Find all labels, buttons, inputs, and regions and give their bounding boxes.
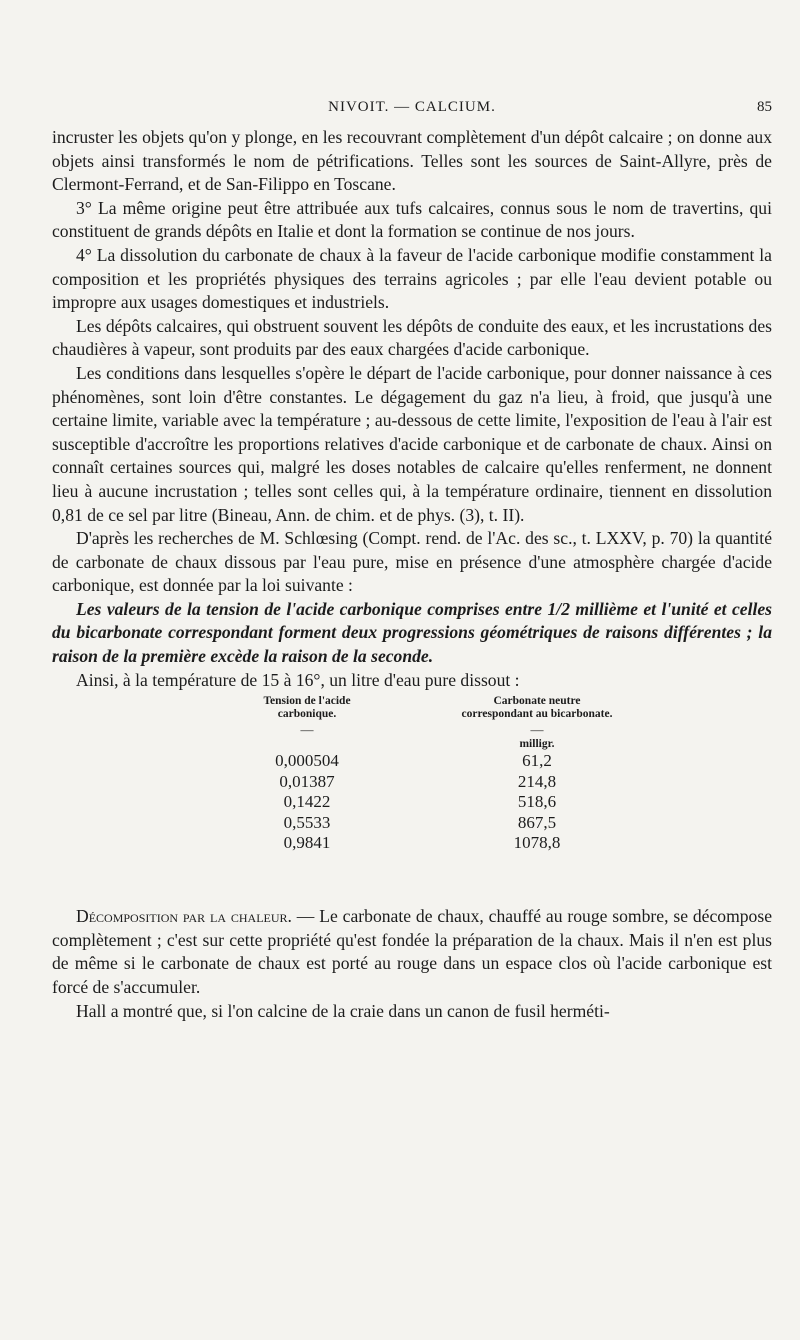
table-cell: 61,2 [522,751,552,771]
paragraph-travertins: 3° La même origine peut être attribuée aux tufs calcaires, connus sous le nom de travertins, qui constituent de grands dépôts en Italie et dont la formation se continue de nos jours. [52,197,772,242]
column-header-carbonate: Carbonate neutre correspondant au bicarbonate. [461,695,613,721]
page-body [52,126,772,1023]
paragraph-hall: Hall a montré que, si l'on calcine de la craie dans un canon de fusil herméti- [76,1000,610,1021]
table-cell: 867,5 [517,812,557,832]
table-column-carbonate [437,695,637,854]
column-dash: — [300,722,314,738]
paragraph-deposits: Les dépôts calcaires, qui obstruent souvent les dépôts de conduite des eaux, et les incrustations des chaudières à vapeur, sont produits par des eaux chargées d'acide carbonique. [52,315,772,360]
paragraph-schloesing: D'après les recherches de M. Schlœsing (Compt. rend. de l'Ac. des sc., t. LXXV, p. 70) la quantité de carbonate de chaux dissous par l'eau pure, mise en présence d'une atmosphère chargée d'acide carbonique, est donnée par la loi suivante : [52,528,772,596]
column-header-tension: Tension de l'acide carbonique. [263,695,351,721]
column-dash: — [530,722,544,738]
page-header [52,99,772,123]
paragraph-continuation: incruster les objets qu'on y plonge, en les recouvrant complètement d'un dépôt calcaire ; on donne aux objets ainsi transformés le nom de pétrifications. Telles sont les sources de Saint-Allyre, près de Clermont-Ferrand, et de San-Filippo en Toscane. [52,127,772,195]
table-cell: 518,6 [517,792,557,812]
table-cell: 0,9841 [283,833,331,853]
table-cell: 0,5533 [283,812,331,832]
table-cell: 0,01387 [279,771,335,791]
section-heading: Décomposition par la chaleur. [76,906,292,927]
paragraph-decomposition [52,905,772,999]
page-number: 85 [757,99,772,115]
section-text: — Le carbonate de chaux, chauffé au rouge sombre, se décompose complètement ; c'est sur cette propriété qu'est fondée la préparation de la chaux. Mais il n'en est plus de même si le carbonate de chaux est porté au rouge dans un espace clos où l'acide carbonique est forcé de s'accumuler. [52,906,773,998]
solubility-table [52,695,772,905]
table-cell: 1078,8 [513,833,561,853]
table-cell: 0,000504 [275,751,339,771]
column-unit-spacer [212,737,402,751]
table-cell: 214,8 [517,771,557,791]
table-column-tension [212,695,402,854]
table-cell: 0,1422 [283,792,331,812]
column-unit: milligr. [519,738,555,751]
paragraph-conditions: Les conditions dans lesquelles s'opère le départ de l'acide carbonique, pour donner naissance à ces phénomènes, sont loin d'être constantes. Le dégagement du gaz n'a lieu, à froid, que jusqu'à une certaine limite, variable avec la température ; au-dessous de cette limite, l'exposition de l'eau à l'air est susceptible d'accroître les proportions relatives d'acide carbonique et de carbonate de chaux. Ainsi on connaît certaines sources qui, malgré les doses notables de calcaire qu'elles renferment, ne donnent lieu à aucune incrustation ; telles sont celles qui, à la température ordinaire, tiennent en dissolution 0,81 de ce sel par litre (Bineau, Ann. de chim. et de phys. (3), t. II). [52,362,772,525]
running-head: NIVOIT. — CALCIUM. [328,99,496,115]
paragraph-example: Ainsi, à la température de 15 à 16°, un litre d'eau pure dissout : [76,669,520,690]
paragraph-dissolution: 4° La dissolution du carbonate de chaux à la faveur de l'acide carbonique modifie constamment la composition et les propriétés physiques des terrains agricoles ; par elle l'eau devient potable ou impropre aux usages domestiques et industriels. [52,244,772,313]
paragraph-law: Les valeurs de la tension de l'acide carbonique comprises entre 1/2 millième et l'unité et celles du bicarbonate correspondant forment deux progressions géométriques de raisons différentes ; la raison de la première excède la raison de la seconde. [52,598,772,667]
